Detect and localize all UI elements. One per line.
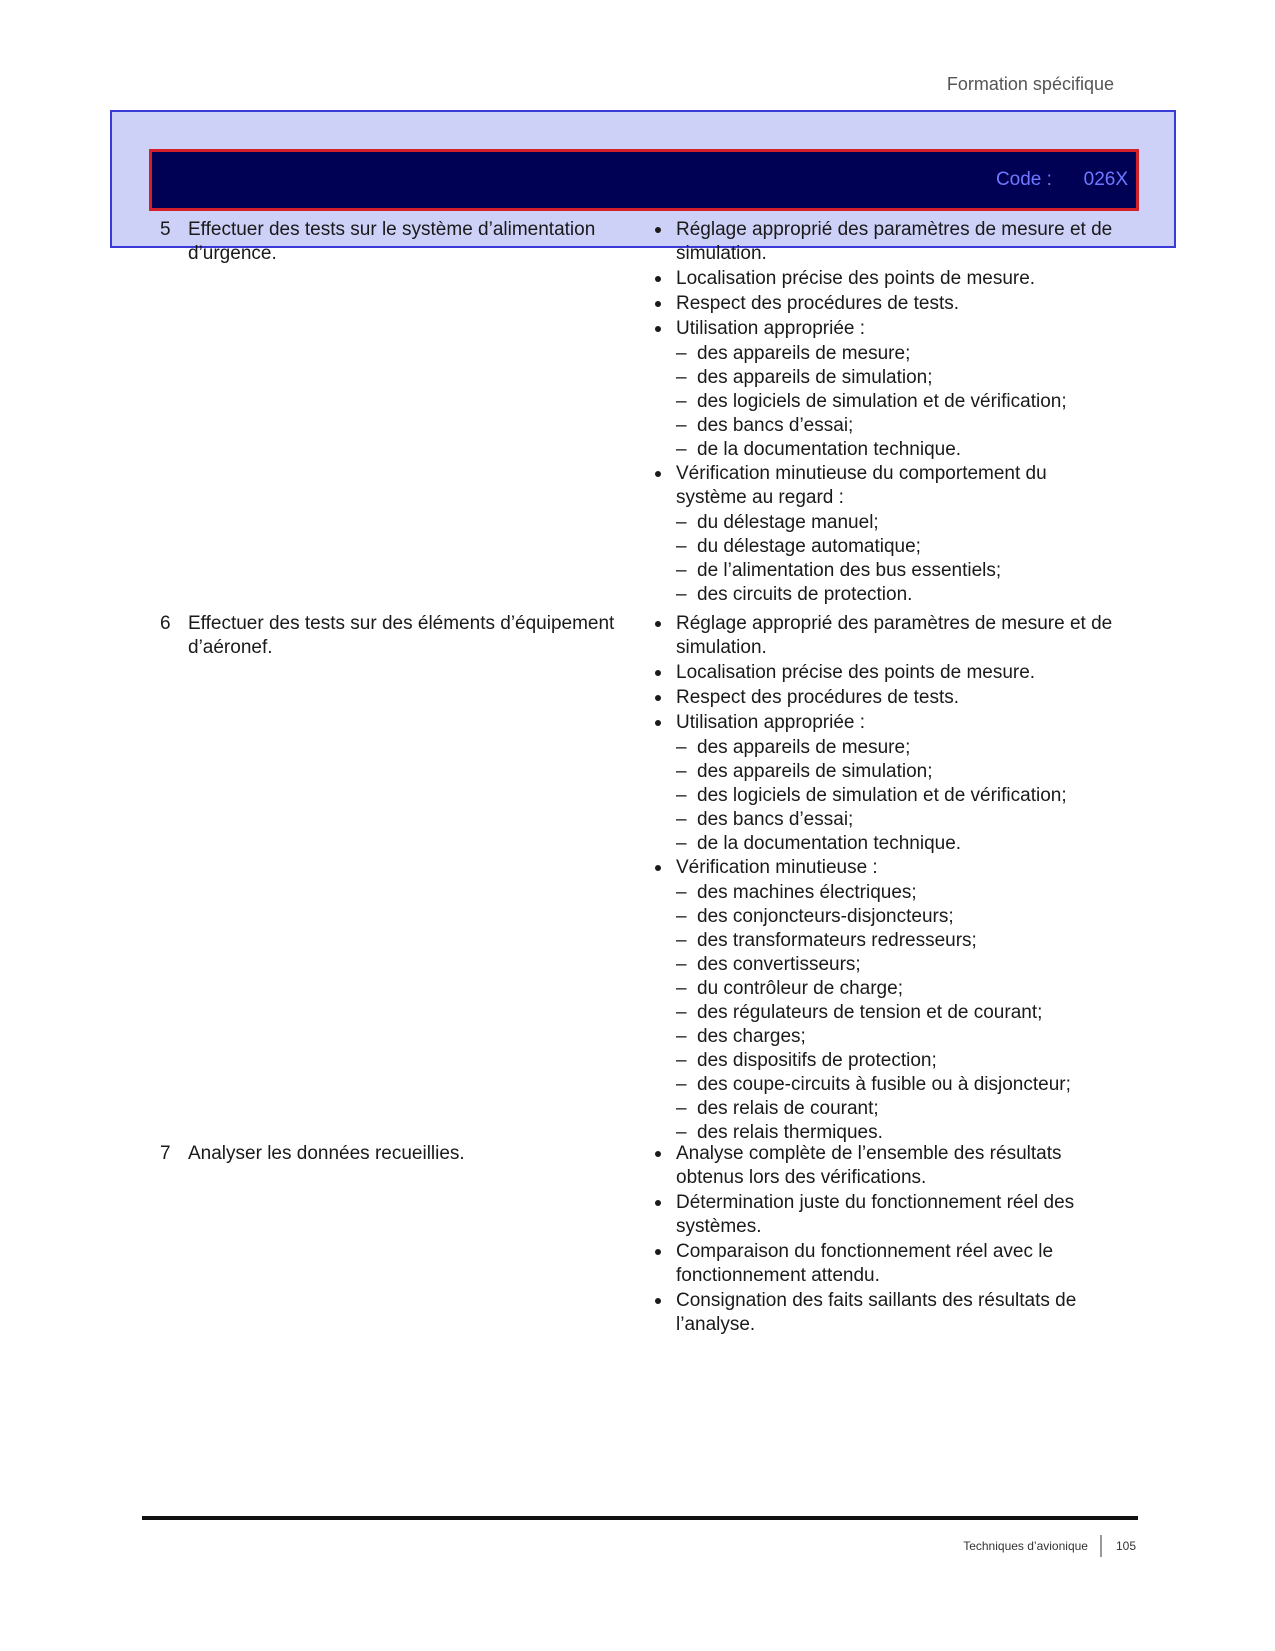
performance-criterion: Utilisation appropriée : <box>653 317 1113 341</box>
criterion-statement <box>160 1142 650 1166</box>
footer-rule <box>142 1516 1138 1520</box>
criterion-number: 5 <box>160 219 171 240</box>
footer-separator <box>1100 1535 1102 1557</box>
sub-item-text: des transformateurs redresseurs; <box>697 930 977 951</box>
sub-item-text: des appareils de mesure; <box>697 737 911 758</box>
criterion-number: 6 <box>160 613 171 634</box>
dash-marker: – <box>676 882 687 903</box>
dash-marker: – <box>676 1002 687 1023</box>
dash-marker: – <box>676 415 687 436</box>
dash-marker: – <box>676 1098 687 1119</box>
sub-item <box>653 881 1113 905</box>
sub-item <box>653 511 1113 535</box>
sub-item-text: de la documentation technique. <box>697 833 962 854</box>
sub-item-text: des appareils de simulation; <box>697 761 933 782</box>
performance-criterion: Détermination juste du fonctionnement réel des systèmes. <box>653 1191 1113 1239</box>
sub-item <box>653 438 1113 462</box>
footer-page-number: 105 <box>1115 1539 1136 1553</box>
footer <box>900 1534 1136 1558</box>
dash-marker: – <box>676 833 687 854</box>
sub-item-text: du contrôleur de charge; <box>697 978 903 999</box>
sub-item-text: du délestage automatique; <box>697 536 921 557</box>
sub-item-text: des machines électriques; <box>697 882 917 903</box>
sub-item-text: des relais thermiques. <box>697 1122 883 1143</box>
sub-item <box>653 760 1113 784</box>
sub-item <box>653 559 1113 583</box>
sub-item <box>653 1049 1113 1073</box>
sub-item-text: des coupe-circuits à fusible ou à disjoncteur; <box>697 1074 1071 1095</box>
dash-marker: – <box>676 1050 687 1071</box>
sub-item <box>653 953 1113 977</box>
sub-item <box>653 390 1113 414</box>
dash-marker: – <box>676 978 687 999</box>
dash-marker: – <box>676 439 687 460</box>
sub-item-text: des convertisseurs; <box>697 954 861 975</box>
dash-marker: – <box>676 737 687 758</box>
code-label: Code : <box>995 169 1052 190</box>
sub-item-text: de l’alimentation des bus essentiels; <box>697 560 1002 581</box>
performance-criteria-list <box>653 1142 1113 1338</box>
sub-item-text: des bancs d’essai; <box>697 809 854 830</box>
sub-item <box>653 784 1113 808</box>
dash-marker: – <box>676 536 687 557</box>
sub-item-text: de la documentation technique. <box>697 439 962 460</box>
performance-criterion: Réglage approprié des paramètres de mesure et de simulation. <box>653 612 1113 660</box>
code-bar <box>149 149 1139 211</box>
dash-marker: – <box>676 1122 687 1143</box>
performance-criteria-list <box>653 218 1113 607</box>
dash-marker: – <box>676 560 687 581</box>
performance-criterion: Vérification minutieuse du comportement du système au regard : <box>653 462 1113 510</box>
dash-marker: – <box>676 809 687 830</box>
sub-item <box>653 736 1113 760</box>
sub-item-text: des appareils de simulation; <box>697 367 933 388</box>
dash-marker: – <box>676 512 687 533</box>
criterion-statement <box>160 218 650 266</box>
dash-marker: – <box>676 367 687 388</box>
sub-item <box>653 535 1113 559</box>
performance-criterion: Vérification minutieuse : <box>653 856 1113 880</box>
sub-item-text: des relais de courant; <box>697 1098 879 1119</box>
dash-marker: – <box>676 930 687 951</box>
header-label: Formation spécifique <box>946 74 1114 94</box>
dash-marker: – <box>676 906 687 927</box>
sub-item <box>653 977 1113 1001</box>
performance-criterion: Consignation des faits saillants des résultats de l’analyse. <box>653 1289 1113 1337</box>
criterion-text: Effectuer des tests sur le système d’alimentation d’urgence. <box>188 219 596 264</box>
sub-item <box>653 1097 1113 1121</box>
dash-marker: – <box>676 1026 687 1047</box>
sub-item-text: des circuits de protection. <box>697 584 913 605</box>
performance-criterion: Respect des procédures de tests. <box>653 292 1113 316</box>
performance-criterion: Respect des procédures de tests. <box>653 686 1113 710</box>
dash-marker: – <box>676 343 687 364</box>
performance-criterion: Réglage approprié des paramètres de mesure et de simulation. <box>653 218 1113 266</box>
sub-item-text: des conjoncteurs-disjoncteurs; <box>697 906 954 927</box>
performance-criterion: Localisation précise des points de mesure. <box>653 661 1113 685</box>
performance-criterion: Localisation précise des points de mesure. <box>653 267 1113 291</box>
criterion-text: Analyser les données recueillies. <box>188 1143 465 1164</box>
sub-item-text: des bancs d’essai; <box>697 415 854 436</box>
performance-criterion: Comparaison du fonctionnement réel avec le fonctionnement attendu. <box>653 1240 1113 1288</box>
sub-item-text: des appareils de mesure; <box>697 343 911 364</box>
sub-item <box>653 414 1113 438</box>
performance-criterion: Utilisation appropriée : <box>653 711 1113 735</box>
code-text <box>996 169 1128 191</box>
dash-marker: – <box>676 761 687 782</box>
sub-item-text: du délestage manuel; <box>697 512 879 533</box>
performance-criteria-list <box>653 612 1113 1145</box>
sub-item-text: des logiciels de simulation et de vérification; <box>697 785 1067 806</box>
sub-item <box>653 342 1113 366</box>
criterion-statement <box>160 612 650 660</box>
sub-item <box>653 905 1113 929</box>
sub-item <box>653 1001 1113 1025</box>
sub-item <box>653 366 1113 390</box>
criterion-text: Effectuer des tests sur des éléments d’équipement d’aéronef. <box>188 613 615 658</box>
sub-item-text: des charges; <box>697 1026 806 1047</box>
criterion-number: 7 <box>160 1143 171 1164</box>
dash-marker: – <box>676 785 687 806</box>
code-number: 026X <box>1083 169 1128 190</box>
performance-criterion: Analyse complète de l’ensemble des résultats obtenus lors des vérifications. <box>653 1142 1113 1190</box>
sub-item <box>653 1073 1113 1097</box>
dash-marker: – <box>676 954 687 975</box>
footer-program: Techniques d’avionique <box>963 1539 1088 1553</box>
sub-item <box>653 1025 1113 1049</box>
sub-item-text: des régulateurs de tension et de courant; <box>697 1002 1043 1023</box>
sub-item <box>653 808 1113 832</box>
sub-item-text: des logiciels de simulation et de vérification; <box>697 391 1067 412</box>
dash-marker: – <box>676 391 687 412</box>
dash-marker: – <box>676 1074 687 1095</box>
sub-item-text: des dispositifs de protection; <box>697 1050 937 1071</box>
sub-item <box>653 929 1113 953</box>
sub-item <box>653 583 1113 607</box>
dash-marker: – <box>676 584 687 605</box>
sub-item <box>653 832 1113 856</box>
